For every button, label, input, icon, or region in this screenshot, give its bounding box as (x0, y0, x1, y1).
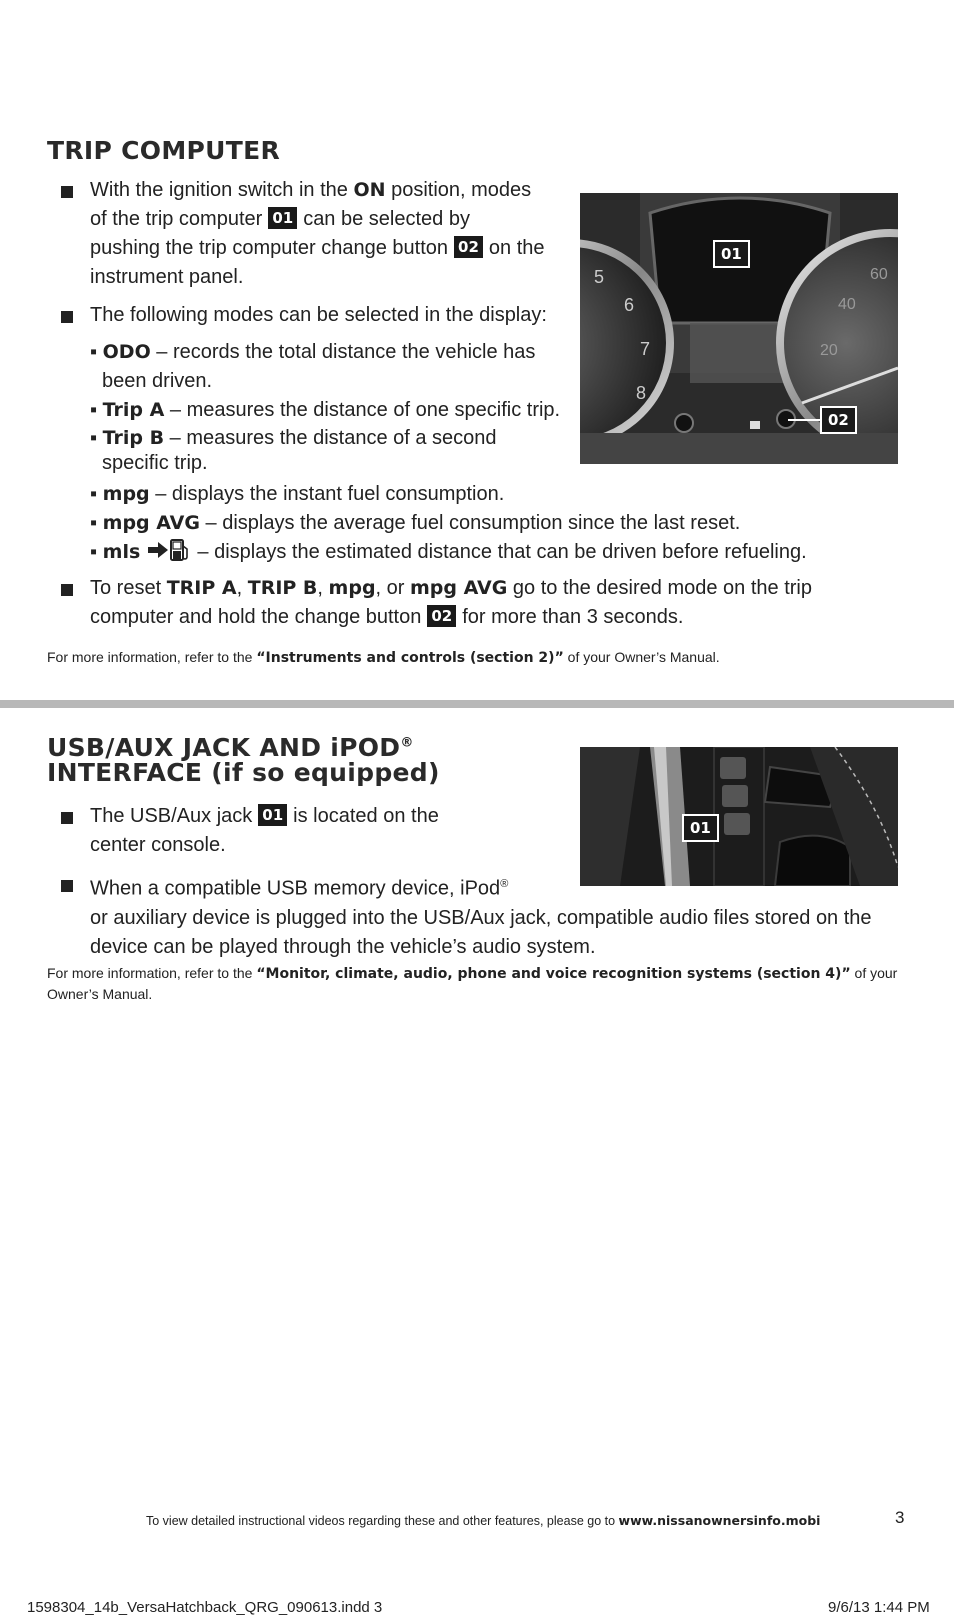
trip-bullet-1: With the ignition switch in the ON position, modes of the trip computer 01 can be selected by pushing the trip computer change button 02 on the instrument panel. (90, 179, 545, 288)
center-console-photo (580, 747, 898, 886)
footer-url-link[interactable]: www.nissanownersinfo.mobi (618, 1513, 821, 1528)
callout-leader-line (788, 419, 820, 421)
badge-01: 01 (268, 207, 297, 229)
mode-list: ▪ ODO – records the total distance the vehicle has been driven. ▪ Trip A – measures the distance of one specific trip. ▪ Trip B – measures the distance of a second specific trip. (90, 338, 570, 474)
mode-trip-a: ▪ Trip A – measures the distance of one specific trip. (90, 399, 561, 421)
slug-filename: 1598304_14b_VersaHatchback_QRG_090613.indd 3 (27, 1599, 383, 1616)
mode-list-2 (90, 480, 910, 567)
callout-01: 01 (682, 814, 719, 842)
badge-01: 01 (258, 804, 287, 826)
page-number: 3 (895, 1508, 905, 1527)
svg-text:5: 5 (594, 267, 605, 287)
callout-02: 02 (820, 406, 857, 434)
mode-trip-b: ▪ Trip B – measures the distance of a second (90, 427, 497, 449)
mode-mls: ▪ mls – displays the estimated distance that can be driven before refueling. (90, 538, 910, 567)
trip-bullet-2: The following modes can be selected in the display: (90, 304, 547, 326)
section-title-trip-computer: TRIP COMPUTER (47, 136, 281, 165)
trip-bullet-3: To reset TRIP A, TRIP B, mpg, or mpg AVG go to the desired mode on the trip computer and hold the change button 02 for more than 3 seconds. (90, 577, 812, 628)
svg-text:8: 8 (636, 383, 647, 403)
svg-text:6: 6 (624, 295, 635, 315)
usb-reference-note: For more information, refer to the “Monitor, climate, audio, phone and voice recognition systems (section 4)” of your Owner’s Manual. (47, 965, 898, 1002)
bullet-marker (61, 812, 73, 824)
mode-mpg: ▪ mpg – displays the instant fuel consumption. (90, 483, 505, 505)
fuel-range-icon (146, 538, 192, 562)
usb-bullet-2: When a compatible USB memory device, iPod® or auxiliary device is plugged into the USB/Aux jack, compatible audio files stored on the device can be played through the vehicle’s audio system. (90, 877, 872, 958)
usb-bullet-1: The USB/Aux jack 01 is located on the center console. (90, 805, 439, 856)
bullet-marker (61, 584, 73, 596)
bullet-marker (61, 311, 73, 323)
bullet-marker (61, 880, 73, 892)
center-console-image (580, 747, 898, 886)
badge-02: 02 (427, 605, 456, 627)
instrument-cluster-photo (580, 193, 898, 464)
footer-note: To view detailed instructional videos regarding these and other features, please go to www.nissanownersinfo.mobi (146, 1513, 821, 1528)
svg-text:60: 60 (870, 266, 888, 283)
bullet-marker (61, 186, 73, 198)
mode-mpg-avg: ▪ mpg AVG – displays the average fuel consumption since the last reset. (90, 512, 741, 534)
svg-text:20: 20 (820, 342, 838, 359)
badge-02: 02 (454, 236, 483, 258)
section-divider (0, 700, 954, 708)
section-title-usb-aux: USB/AUX JACK AND iPOD® INTERFACE (if so equipped) (47, 733, 440, 787)
trip-reference-note: For more information, refer to the “Instruments and controls (section 2)” of your Owner’s Manual. (47, 649, 720, 666)
svg-text:7: 7 (640, 339, 651, 359)
callout-01: 01 (713, 240, 750, 268)
slug-date: 9/6/13 1:44 PM (828, 1599, 930, 1616)
svg-text:40: 40 (838, 296, 856, 313)
mode-odo: ▪ ODO – records the total distance the vehicle has (90, 341, 536, 363)
